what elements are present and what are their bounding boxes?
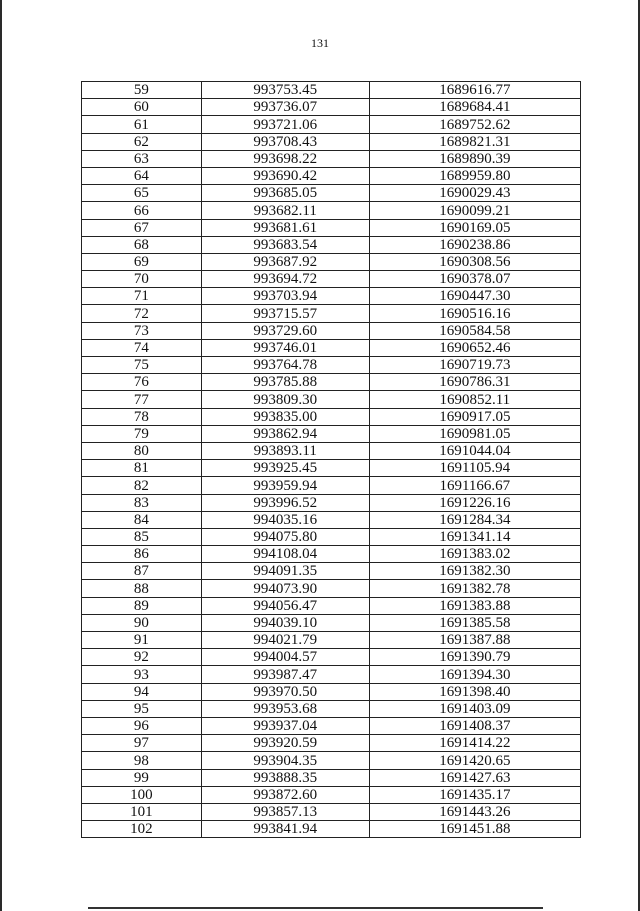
y-coordinate-cell: 1690516.16 (369, 305, 580, 322)
table-row (82, 374, 581, 391)
x-coordinate-cell: 993970.50 (201, 683, 369, 700)
table-row (82, 185, 581, 202)
y-coordinate-cell: 1690029.43 (369, 185, 580, 202)
x-coordinate-cell: 993683.54 (201, 236, 369, 253)
x-coordinate-cell: 993681.61 (201, 219, 369, 236)
x-coordinate-cell: 994091.35 (201, 563, 369, 580)
y-coordinate-cell: 1689959.80 (369, 167, 580, 184)
table-row (82, 442, 581, 459)
x-coordinate-cell: 993753.45 (201, 82, 369, 99)
x-coordinate-cell: 993682.11 (201, 202, 369, 219)
x-coordinate-cell: 994021.79 (201, 632, 369, 649)
y-coordinate-cell: 1691414.22 (369, 735, 580, 752)
coordinate-table-container (81, 81, 581, 838)
table-row (82, 614, 581, 631)
x-coordinate-cell: 993937.04 (201, 717, 369, 734)
table-row (82, 528, 581, 545)
point-number-cell: 95 (82, 700, 202, 717)
point-number-cell: 59 (82, 82, 202, 99)
y-coordinate-cell: 1690378.07 (369, 271, 580, 288)
y-coordinate-cell: 1689752.62 (369, 116, 580, 133)
table-row (82, 99, 581, 116)
y-coordinate-cell: 1690584.58 (369, 322, 580, 339)
table-body (82, 82, 581, 838)
page-number: 131 (311, 36, 329, 50)
y-coordinate-cell: 1690447.30 (369, 288, 580, 305)
point-number-cell: 62 (82, 133, 202, 150)
table-row (82, 632, 581, 649)
point-number-cell: 94 (82, 683, 202, 700)
x-coordinate-cell: 993809.30 (201, 391, 369, 408)
point-number-cell: 99 (82, 769, 202, 786)
y-coordinate-cell: 1691398.40 (369, 683, 580, 700)
point-number-cell: 70 (82, 271, 202, 288)
table-row (82, 339, 581, 356)
y-coordinate-cell: 1691408.37 (369, 717, 580, 734)
table-row (82, 769, 581, 786)
x-coordinate-cell: 993694.72 (201, 271, 369, 288)
table-row (82, 82, 581, 99)
point-number-cell: 90 (82, 614, 202, 631)
point-number-cell: 83 (82, 494, 202, 511)
point-number-cell: 66 (82, 202, 202, 219)
point-number-cell: 69 (82, 253, 202, 270)
y-coordinate-cell: 1690917.05 (369, 408, 580, 425)
y-coordinate-cell: 1690981.05 (369, 425, 580, 442)
point-number-cell: 71 (82, 288, 202, 305)
y-coordinate-cell: 1691420.65 (369, 752, 580, 769)
x-coordinate-cell: 994004.57 (201, 649, 369, 666)
y-coordinate-cell: 1689616.77 (369, 82, 580, 99)
table-row (82, 666, 581, 683)
y-coordinate-cell: 1691284.34 (369, 511, 580, 528)
x-coordinate-cell: 993785.88 (201, 374, 369, 391)
point-number-cell: 96 (82, 717, 202, 734)
point-number-cell: 81 (82, 460, 202, 477)
x-coordinate-cell: 993729.60 (201, 322, 369, 339)
table-row (82, 735, 581, 752)
y-coordinate-cell: 1690308.56 (369, 253, 580, 270)
table-row (82, 391, 581, 408)
table-row (82, 821, 581, 838)
y-coordinate-cell: 1691451.88 (369, 821, 580, 838)
x-coordinate-cell: 994039.10 (201, 614, 369, 631)
y-coordinate-cell: 1690169.05 (369, 219, 580, 236)
coordinate-table (81, 81, 581, 838)
y-coordinate-cell: 1691385.58 (369, 614, 580, 631)
y-coordinate-cell: 1691435.17 (369, 786, 580, 803)
point-number-cell: 68 (82, 236, 202, 253)
x-coordinate-cell: 993987.47 (201, 666, 369, 683)
y-coordinate-cell: 1691341.14 (369, 528, 580, 545)
x-coordinate-cell: 993953.68 (201, 700, 369, 717)
x-coordinate-cell: 993764.78 (201, 357, 369, 374)
point-number-cell: 98 (82, 752, 202, 769)
x-coordinate-cell: 993904.35 (201, 752, 369, 769)
point-number-cell: 63 (82, 150, 202, 167)
point-number-cell: 87 (82, 563, 202, 580)
point-number-cell: 75 (82, 357, 202, 374)
point-number-cell: 64 (82, 167, 202, 184)
point-number-cell: 67 (82, 219, 202, 236)
x-coordinate-cell: 993715.57 (201, 305, 369, 322)
point-number-cell: 74 (82, 339, 202, 356)
table-row (82, 700, 581, 717)
table-row (82, 460, 581, 477)
y-coordinate-cell: 1691382.78 (369, 580, 580, 597)
y-coordinate-cell: 1691044.04 (369, 442, 580, 459)
x-coordinate-cell: 993685.05 (201, 185, 369, 202)
table-row (82, 649, 581, 666)
y-coordinate-cell: 1691383.02 (369, 546, 580, 563)
table-row (82, 752, 581, 769)
x-coordinate-cell: 993888.35 (201, 769, 369, 786)
point-number-cell: 61 (82, 116, 202, 133)
x-coordinate-cell: 993698.22 (201, 150, 369, 167)
x-coordinate-cell: 994056.47 (201, 597, 369, 614)
x-coordinate-cell: 993925.45 (201, 460, 369, 477)
point-number-cell: 102 (82, 821, 202, 838)
point-number-cell: 73 (82, 322, 202, 339)
point-number-cell: 93 (82, 666, 202, 683)
point-number-cell: 89 (82, 597, 202, 614)
table-row (82, 494, 581, 511)
y-coordinate-cell: 1691166.67 (369, 477, 580, 494)
y-coordinate-cell: 1691390.79 (369, 649, 580, 666)
point-number-cell: 72 (82, 305, 202, 322)
x-coordinate-cell: 993841.94 (201, 821, 369, 838)
table-row (82, 253, 581, 270)
y-coordinate-cell: 1691387.88 (369, 632, 580, 649)
point-number-cell: 86 (82, 546, 202, 563)
point-number-cell: 78 (82, 408, 202, 425)
y-coordinate-cell: 1689821.31 (369, 133, 580, 150)
table-row (82, 511, 581, 528)
y-coordinate-cell: 1691443.26 (369, 803, 580, 820)
bottom-rule (88, 907, 543, 909)
point-number-cell: 84 (82, 511, 202, 528)
y-coordinate-cell: 1691403.09 (369, 700, 580, 717)
table-row (82, 546, 581, 563)
y-coordinate-cell: 1690786.31 (369, 374, 580, 391)
point-number-cell: 97 (82, 735, 202, 752)
y-coordinate-cell: 1691383.88 (369, 597, 580, 614)
x-coordinate-cell: 993835.00 (201, 408, 369, 425)
table-row (82, 408, 581, 425)
table-row (82, 150, 581, 167)
point-number-cell: 91 (82, 632, 202, 649)
y-coordinate-cell: 1690238.86 (369, 236, 580, 253)
point-number-cell: 79 (82, 425, 202, 442)
y-coordinate-cell: 1690852.11 (369, 391, 580, 408)
point-number-cell: 76 (82, 374, 202, 391)
table-row (82, 803, 581, 820)
x-coordinate-cell: 993687.92 (201, 253, 369, 270)
table-row (82, 271, 581, 288)
table-row (82, 116, 581, 133)
point-number-cell: 82 (82, 477, 202, 494)
y-coordinate-cell: 1690652.46 (369, 339, 580, 356)
table-row (82, 357, 581, 374)
table-row (82, 322, 581, 339)
y-coordinate-cell: 1691382.30 (369, 563, 580, 580)
table-row (82, 597, 581, 614)
table-row (82, 477, 581, 494)
table-row (82, 563, 581, 580)
x-coordinate-cell: 993708.43 (201, 133, 369, 150)
x-coordinate-cell: 993746.01 (201, 339, 369, 356)
x-coordinate-cell: 993690.42 (201, 167, 369, 184)
x-coordinate-cell: 993920.59 (201, 735, 369, 752)
x-coordinate-cell: 993703.94 (201, 288, 369, 305)
point-number-cell: 60 (82, 99, 202, 116)
x-coordinate-cell: 994075.80 (201, 528, 369, 545)
x-coordinate-cell: 993721.06 (201, 116, 369, 133)
point-number-cell: 77 (82, 391, 202, 408)
point-number-cell: 92 (82, 649, 202, 666)
y-coordinate-cell: 1689684.41 (369, 99, 580, 116)
table-row (82, 786, 581, 803)
x-coordinate-cell: 993862.94 (201, 425, 369, 442)
x-coordinate-cell: 993893.11 (201, 442, 369, 459)
point-number-cell: 80 (82, 442, 202, 459)
table-row (82, 219, 581, 236)
page-left-edge (0, 0, 2, 911)
y-coordinate-cell: 1690719.73 (369, 357, 580, 374)
y-coordinate-cell: 1691226.16 (369, 494, 580, 511)
x-coordinate-cell: 994035.16 (201, 511, 369, 528)
x-coordinate-cell: 993996.52 (201, 494, 369, 511)
point-number-cell: 101 (82, 803, 202, 820)
table-row (82, 167, 581, 184)
x-coordinate-cell: 993959.94 (201, 477, 369, 494)
y-coordinate-cell: 1690099.21 (369, 202, 580, 219)
table-row (82, 236, 581, 253)
x-coordinate-cell: 994108.04 (201, 546, 369, 563)
x-coordinate-cell: 993857.13 (201, 803, 369, 820)
table-row (82, 717, 581, 734)
point-number-cell: 85 (82, 528, 202, 545)
y-coordinate-cell: 1689890.39 (369, 150, 580, 167)
table-row (82, 305, 581, 322)
table-row (82, 425, 581, 442)
x-coordinate-cell: 994073.90 (201, 580, 369, 597)
table-row (82, 288, 581, 305)
y-coordinate-cell: 1691394.30 (369, 666, 580, 683)
table-row (82, 683, 581, 700)
x-coordinate-cell: 993736.07 (201, 99, 369, 116)
x-coordinate-cell: 993872.60 (201, 786, 369, 803)
point-number-cell: 88 (82, 580, 202, 597)
point-number-cell: 100 (82, 786, 202, 803)
table-row (82, 133, 581, 150)
table-row (82, 202, 581, 219)
point-number-cell: 65 (82, 185, 202, 202)
y-coordinate-cell: 1691105.94 (369, 460, 580, 477)
table-row (82, 580, 581, 597)
y-coordinate-cell: 1691427.63 (369, 769, 580, 786)
